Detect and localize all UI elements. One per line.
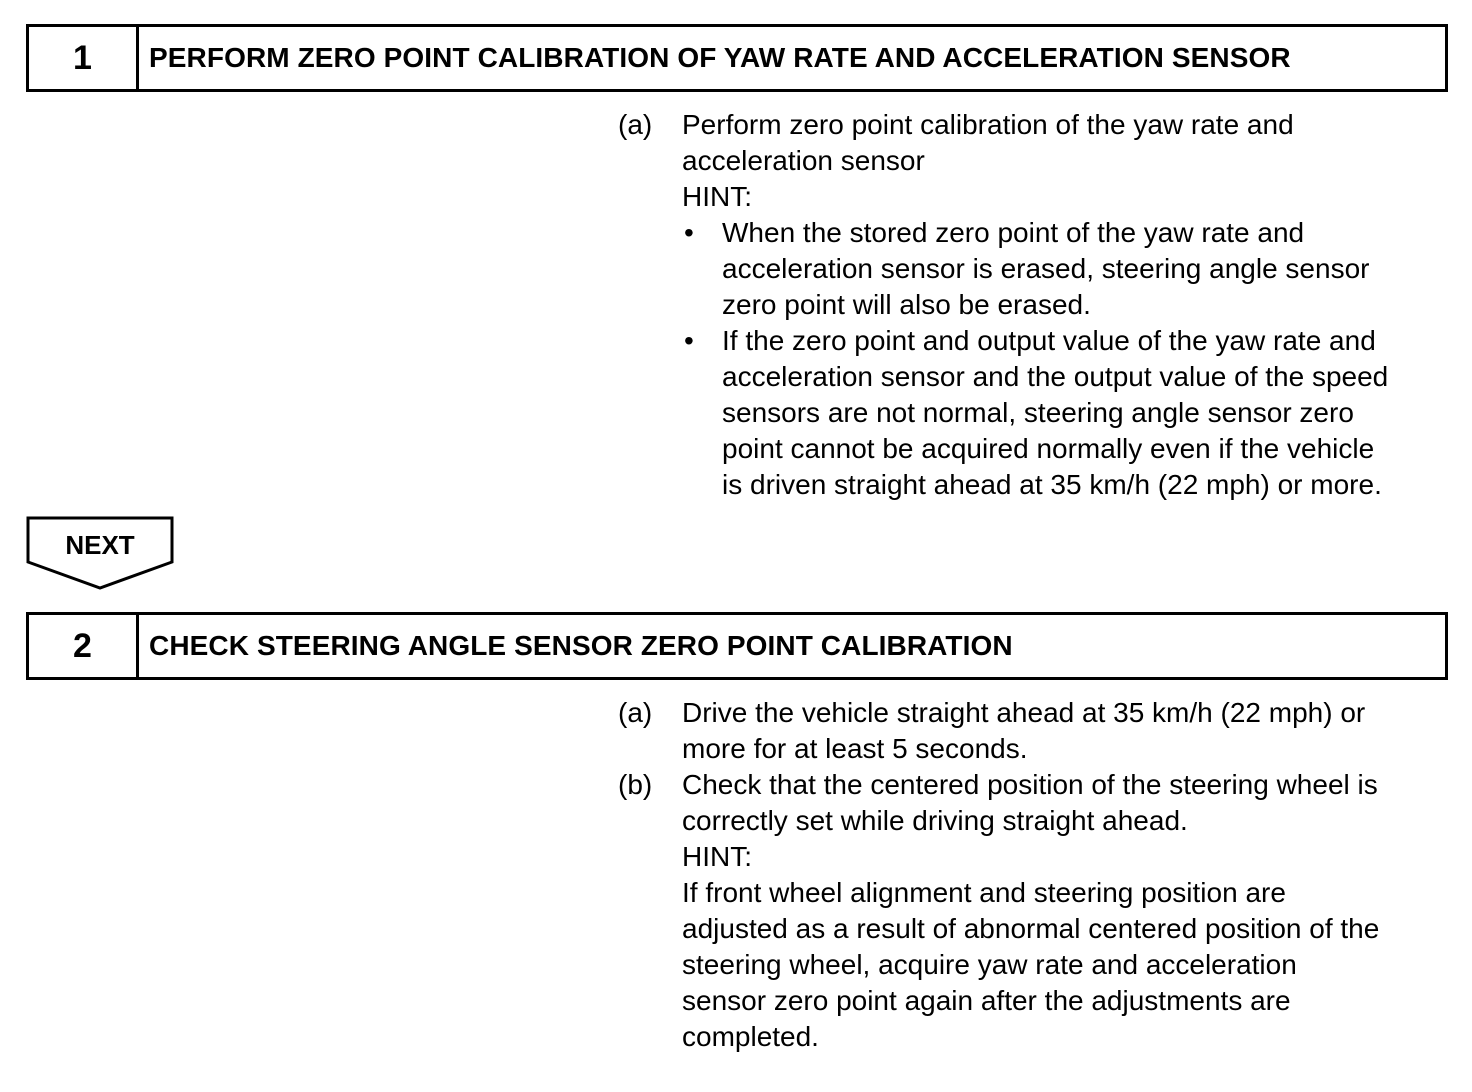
- substep-text: more for at least 5 seconds.: [682, 733, 1028, 764]
- step-1-content: [618, 107, 1448, 503]
- bullet-text: sensors are not normal, steering angle sensor zero: [722, 397, 1354, 428]
- substep-a: [618, 107, 1448, 503]
- substep-b: [618, 767, 1448, 1055]
- hint-bullet: [682, 215, 1448, 323]
- substep-a: [618, 695, 1448, 767]
- substep-text: Check that the centered position of the steering wheel is: [682, 769, 1378, 800]
- bullet-symbol: •: [684, 217, 694, 248]
- substep-label: (a): [618, 109, 653, 140]
- hint-text: sensor zero point again after the adjustments are: [682, 985, 1291, 1016]
- bullet-text: acceleration sensor and the output value of the speed: [722, 361, 1389, 392]
- hint-text: If front wheel alignment and steering position are: [682, 877, 1286, 908]
- substep-text: Perform zero point calibration of the yaw rate and: [682, 109, 1294, 140]
- substep-text: Drive the vehicle straight ahead at 35 km/h (22 mph) or: [682, 697, 1366, 728]
- next-arrow: [26, 516, 174, 590]
- step-2-content: [618, 695, 1448, 1055]
- bullet-text: When the stored zero point of the yaw rate and: [722, 217, 1305, 248]
- bullet-text: If the zero point and output value of the yaw rate and: [722, 325, 1376, 356]
- bullet-text: point cannot be acquired normally even if the vehicle: [722, 433, 1375, 464]
- step-number: 1: [29, 27, 139, 89]
- hint-bullet: [682, 323, 1448, 503]
- hint-text: adjusted as a result of abnormal centered position of the: [682, 913, 1380, 944]
- bullet-symbol: •: [684, 325, 694, 356]
- substep-text: correctly set while driving straight ahead.: [682, 805, 1188, 836]
- step-title: CHECK STEERING ANGLE SENSOR ZERO POINT CALIBRATION: [149, 630, 1013, 661]
- step-2-header: [26, 612, 1448, 680]
- step-title: PERFORM ZERO POINT CALIBRATION OF YAW RATE AND ACCELERATION SENSOR: [149, 42, 1291, 73]
- substep-text: acceleration sensor: [682, 145, 925, 176]
- bullet-text: is driven straight ahead at 35 km/h (22 mph) or more.: [722, 469, 1382, 500]
- hint-label: HINT:: [682, 841, 752, 872]
- substep-label: (b): [618, 769, 653, 800]
- next-label: NEXT: [65, 530, 135, 560]
- hint-label: HINT:: [682, 181, 752, 212]
- bullet-text: zero point will also be erased.: [722, 289, 1091, 320]
- substep-label: (a): [618, 697, 653, 728]
- step-1-header: [26, 24, 1448, 92]
- hint-text: steering wheel, acquire yaw rate and acceleration: [682, 949, 1297, 980]
- step-number: 2: [29, 615, 139, 677]
- hint-text: completed.: [682, 1021, 819, 1052]
- bullet-text: acceleration sensor is erased, steering angle sensor: [722, 253, 1370, 284]
